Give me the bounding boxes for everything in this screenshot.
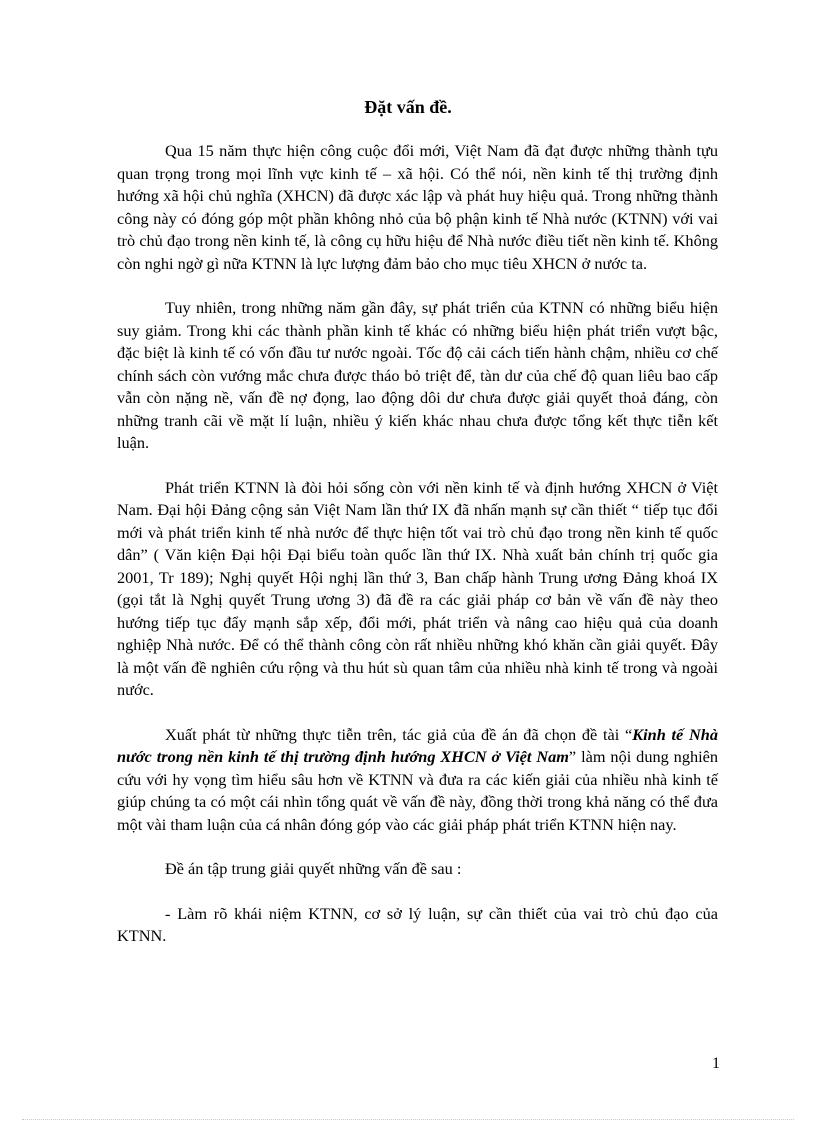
paragraph-topic xyxy=(117,724,718,837)
paragraph-intro: Qua 15 năm thực hiện công cuộc đổi mới, Việt Nam đã đạt được những thành tựu quan trọng trong mọi lĩnh vực kinh tế – xã hội. Có thể nói, nền kinh tế thị trường định hướng xã hội chủ nghĩa (XHCN) đã được xác lập và phát huy hiệu quả. Trong những thành công này có đóng góp một phần không nhỏ của bộ phận kinh tế Nhà nước (KTNN) với vai trò chủ đạo trong nền kinh tế, là công cụ hữu hiệu để Nhà nước điều tiết nền kinh tế. Không còn nghi ngờ gì nữa KTNN là lực lượng đảm bảo cho mục tiêu XHCN ở nước ta. xyxy=(117,141,718,273)
paragraph-topic-after: ” làm nội dung nghiên cứu với hy vọng tìm hiểu sâu hơn về KTNN và đưa ra các kiến giải của nhiều nhà kinh tế giúp chúng ta có một cái nhìn tổng quát về vấn đề này, đồng thời trong khả năng có thể đưa một vài tham luận của cá nhân đóng góp vào các giải pháp phát triển KTNN hiện nay. xyxy=(117,747,718,834)
page-title: Đặt vấn đề. xyxy=(364,97,452,117)
page-bottom-divider xyxy=(22,1119,794,1120)
paragraph-however: Tuy nhiên, trong những năm gần đây, sự phát triển của KTNN có những biểu hiện suy giảm. Trong khi các thành phần kinh tế khác có những biểu hiện phát triển vượt bậc, đặc biệt là kinh tế có vốn đầu tư nước ngoài. Tốc độ cải cách tiến hành chậm, nhiều cơ chế chính sách còn vướng mắc chưa được tháo bỏ triệt để, tàn dư của chế độ quan liêu bao cấp vẫn còn nặng nề, vấn đề nợ đọng, lao động dôi dư chưa được giải quyết thoả đáng, còn những tranh cãi về mặt lí luận, nhiều ý kiến khác nhau chưa được tổng kết thực tiễn kết luận. xyxy=(117,298,718,452)
paragraph-topic-before: Xuất phát từ những thực tiễn trên, tác giả của đề án đã chọn đề tài “ xyxy=(165,724,633,744)
page-number: 1 xyxy=(712,1055,720,1072)
paragraph-focus: Đề án tập trung giải quyết những vấn đề sau : xyxy=(165,859,462,878)
list-item: - Làm rõ khái niệm KTNN, cơ sở lý luận, sự cần thiết của vai trò chủ đạo của KTNN. xyxy=(117,903,718,945)
paragraph-development: Phát triển KTNN là đòi hỏi sống còn với nền kinh tế và định hướng XHCN ở Việt Nam. Đại hội Đảng cộng sản Việt Nam lần thứ IX đã nhấn mạnh sự cần thiết “ tiếp tục đổi mới và phát triển kinh tế nhà nước để thực hiện tốt vai trò chủ đạo trong nền kinh tế quốc dân” ( Văn kiện Đại hội Đại biểu toàn quốc lần thứ IX. Nhà xuất bản chính trị quốc gia 2001, Tr 189); Nghị quyết Hội nghị lần thứ 3, Ban chấp hành Trung ương Đảng khoá IX (gọi tắt là Nghị quyết Trung ương 3) đã đề ra các giải pháp cơ bản về vấn đề này theo hướng tiếp tục đẩy mạnh sắp xếp, đổi mới, phát triển và nâng cao hiệu quả của doanh nghiệp Nhà nước. Để có thể thành công còn rất nhiều những khó khăn cần giải quyết. Đây là một vấn đề nghiên cứu rộng và thu hút sù quan tâm của nhiều nhà kinh tế trong và ngoài nước. xyxy=(117,477,718,699)
topic-title-emphasis: Kinh tế Nhà nước trong nền kinh tế thị trường định hướng XHCN ở Việt Nam xyxy=(117,724,718,766)
document-body xyxy=(117,140,718,970)
